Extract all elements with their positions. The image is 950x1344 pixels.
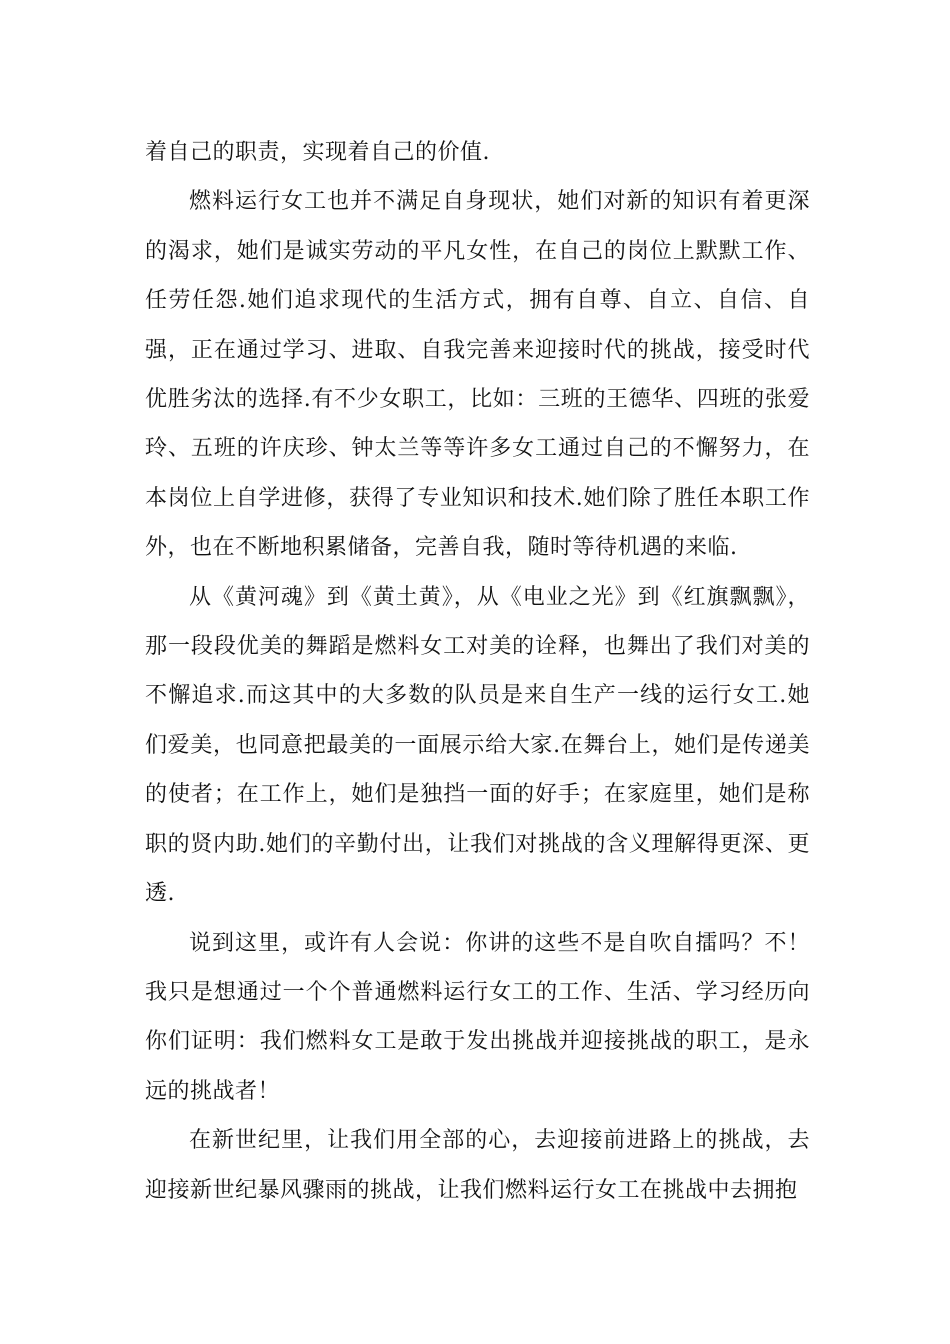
paragraph: 燃料运行女工也并不满足自身现状，她们对新的知识有着更深的渴求，她们是诚实劳动的平凡女性，在自己的岗位上默默工作、任劳任怨.她们追求现代的生活方式，拥有自尊、自立、自信、自强，正在通过学习、进取、自我完善来迎接时代的挑战，接受时代优胜劣汰的选择.有不少女职工，比如：三班的王德华、四班的张爱玲、五班的许庆珍、钟太兰等等许多女工通过自己的不懈努力，在本岗位上自学进修，获得了专业知识和技术.她们除了胜任本职工作外，也在不断地积累储备，完善自我，随时等待机遇的来临.	[145, 189, 810, 561]
paragraph: 从《黄河魂》到《黄土黄》，从《电业之光》到《红旗飘飘》，那一段段优美的舞蹈是燃料女工对美的诠释，也舞出了我们对美的不懈追求.而这其中的大多数的队员是来自生产一线的运行女工.她们爱美，也同意把最美的一面展示给大家.在舞台上，她们是传递美的使者；在工作上，她们是独挡一面的好手；在家庭里，她们是称职的贤内助.她们的辛勤付出，让我们对挑战的含义理解得更深、更透.	[145, 584, 810, 907]
body-text	[145, 128, 810, 1215]
paragraph: 在新世纪里，让我们用全部的心，去迎接前进路上的挑战，去迎接新世纪暴风骤雨的挑战，让我们燃料运行女工在挑战中去拥抱	[145, 1128, 810, 1203]
paragraph: 说到这里，或许有人会说：你讲的这些不是自吹自擂吗？不！我只是想通过一个个普通燃料运行女工的工作、生活、学习经历向你们证明：我们燃料女工是敢于发出挑战并迎接挑战的职工，是永远的挑战者！	[145, 930, 810, 1104]
paragraph-continuation: 着自己的职责，实现着自己的价值.	[145, 140, 490, 165]
